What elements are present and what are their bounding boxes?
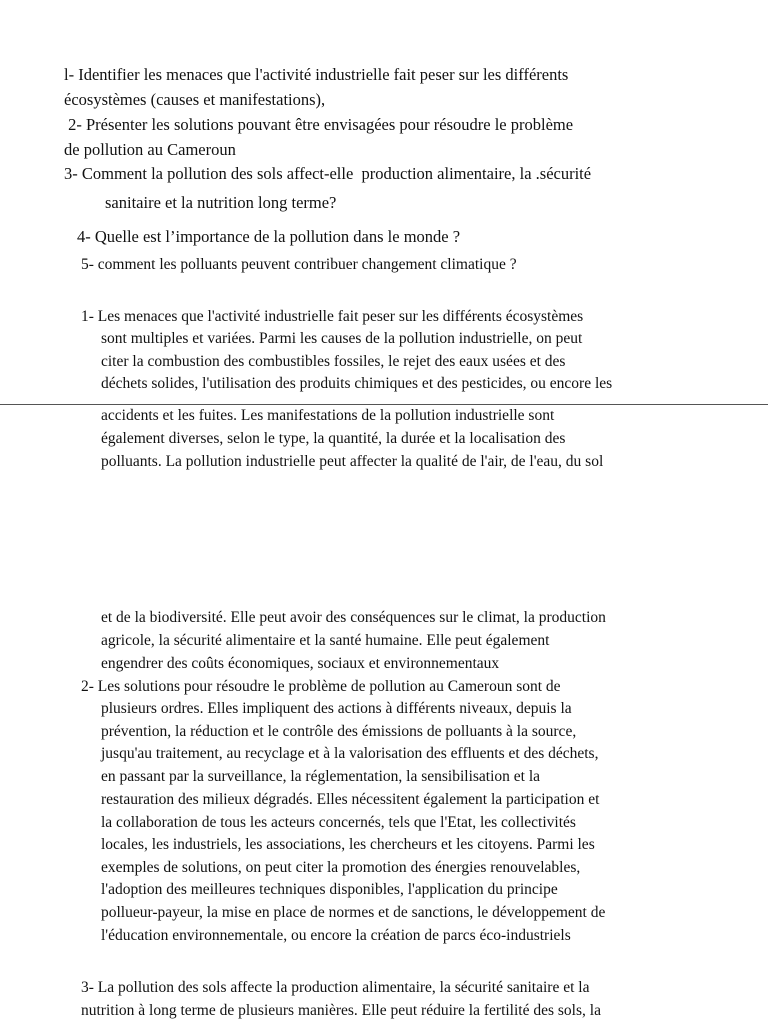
answer-1-line-8: et de la biodiversité. Elle peut avoir des conséquences sur le climat, la production xyxy=(101,609,606,626)
answer-1-line-3: citer la combustion des combustibles fossiles, le rejet des eaux usées et des xyxy=(101,353,566,370)
answer-1-line-5: accidents et les fuites. Les manifestations de la pollution industrielle sont xyxy=(101,407,555,424)
question-2-line-2: de pollution au Cameroun xyxy=(64,140,236,159)
question-2-line-1: 2- Présenter les solutions pouvant être envisagées pour résoudre le problème xyxy=(64,115,574,134)
answer-1-line-7: polluants. La pollution industrielle peut affecter la qualité de l'air, de l'eau, du sol xyxy=(101,453,604,470)
answer-2-line-1: 2- Les solutions pour résoudre le problème de pollution au Cameroun sont de xyxy=(81,678,561,695)
answer-1-line-2: sont multiples et variées. Parmi les causes de la pollution industrielle, on peut xyxy=(101,330,583,347)
answer-2-line-7: la collaboration de tous les acteurs concernés, tels que l'Etat, les collectivités xyxy=(101,814,576,831)
answer-2-line-11: pollueur-payeur, la mise en place de normes et de sanctions, le développement de xyxy=(101,904,606,921)
answer-2-line-5: en passant par la surveillance, la réglementation, la sensibilisation et la xyxy=(101,768,541,785)
answer-2-line-12: l'éducation environnementale, ou encore la création de parcs éco-industriels xyxy=(101,927,571,944)
answer-1-line-9: agricole, la sécurité alimentaire et la santé humaine. Elle peut également xyxy=(101,632,550,649)
answer-2-line-10: l'adoption des meilleures techniques disponibles, l'application du principe xyxy=(101,881,558,898)
answer-2-line-8: locales, les industriels, les associations, les chercheurs et les citoyens. Parmi les xyxy=(101,836,595,853)
answer-2-line-6: restauration des milieux dégradés. Elles nécessitent également la participation et xyxy=(101,791,600,808)
answer-1-line-1: 1- Les menaces que l'activité industrielle fait peser sur les différents écosystèmes xyxy=(81,308,584,325)
answer-3-line-2: nutrition à long terme de plusieurs manières. Elle peut réduire la fertilité des sols, la xyxy=(81,1002,601,1019)
question-5: 5- comment les polluants peuvent contribuer changement climatique ? xyxy=(81,256,517,273)
answer-1-line-4: déchets solides, l'utilisation des produits chimiques et des pesticides, ou encore les xyxy=(101,375,613,392)
answer-1-line-6: également diverses, selon le type, la quantité, la durée et la localisation des xyxy=(101,430,566,447)
answer-1-line-10: engendrer des coûts économiques, sociaux et environnementaux xyxy=(101,655,500,672)
question-1-line-2: écosystèmes (causes et manifestations), xyxy=(64,90,326,109)
question-4: 4- Quelle est l’importance de la pollution dans le monde ? xyxy=(77,227,461,246)
answer-2-line-4: jusqu'au traitement, au recyclage et à la valorisation des effluents et des déchets, xyxy=(101,745,599,762)
answer-2-line-3: prévention, la réduction et le contrôle des émissions de polluants à la source, xyxy=(101,723,577,740)
question-3-line-2: sanitaire et la nutrition long terme? xyxy=(105,193,337,212)
answer-2-line-2: plusieurs ordres. Elles impliquent des actions à différents niveaux, depuis la xyxy=(101,700,572,717)
question-3-line-1: 3- Comment la pollution des sols affect-elle production alimentaire, la .sécurité xyxy=(64,164,592,183)
question-1-line-1: l- Identifier les menaces que l'activité industrielle fait peser sur les différents xyxy=(64,65,569,84)
page-divider xyxy=(0,404,768,405)
answer-2-line-9: exemples de solutions, on peut citer la promotion des énergies renouvelables, xyxy=(101,859,581,876)
answer-3-line-1: 3- La pollution des sols affecte la production alimentaire, la sécurité sanitaire et la xyxy=(81,979,590,996)
